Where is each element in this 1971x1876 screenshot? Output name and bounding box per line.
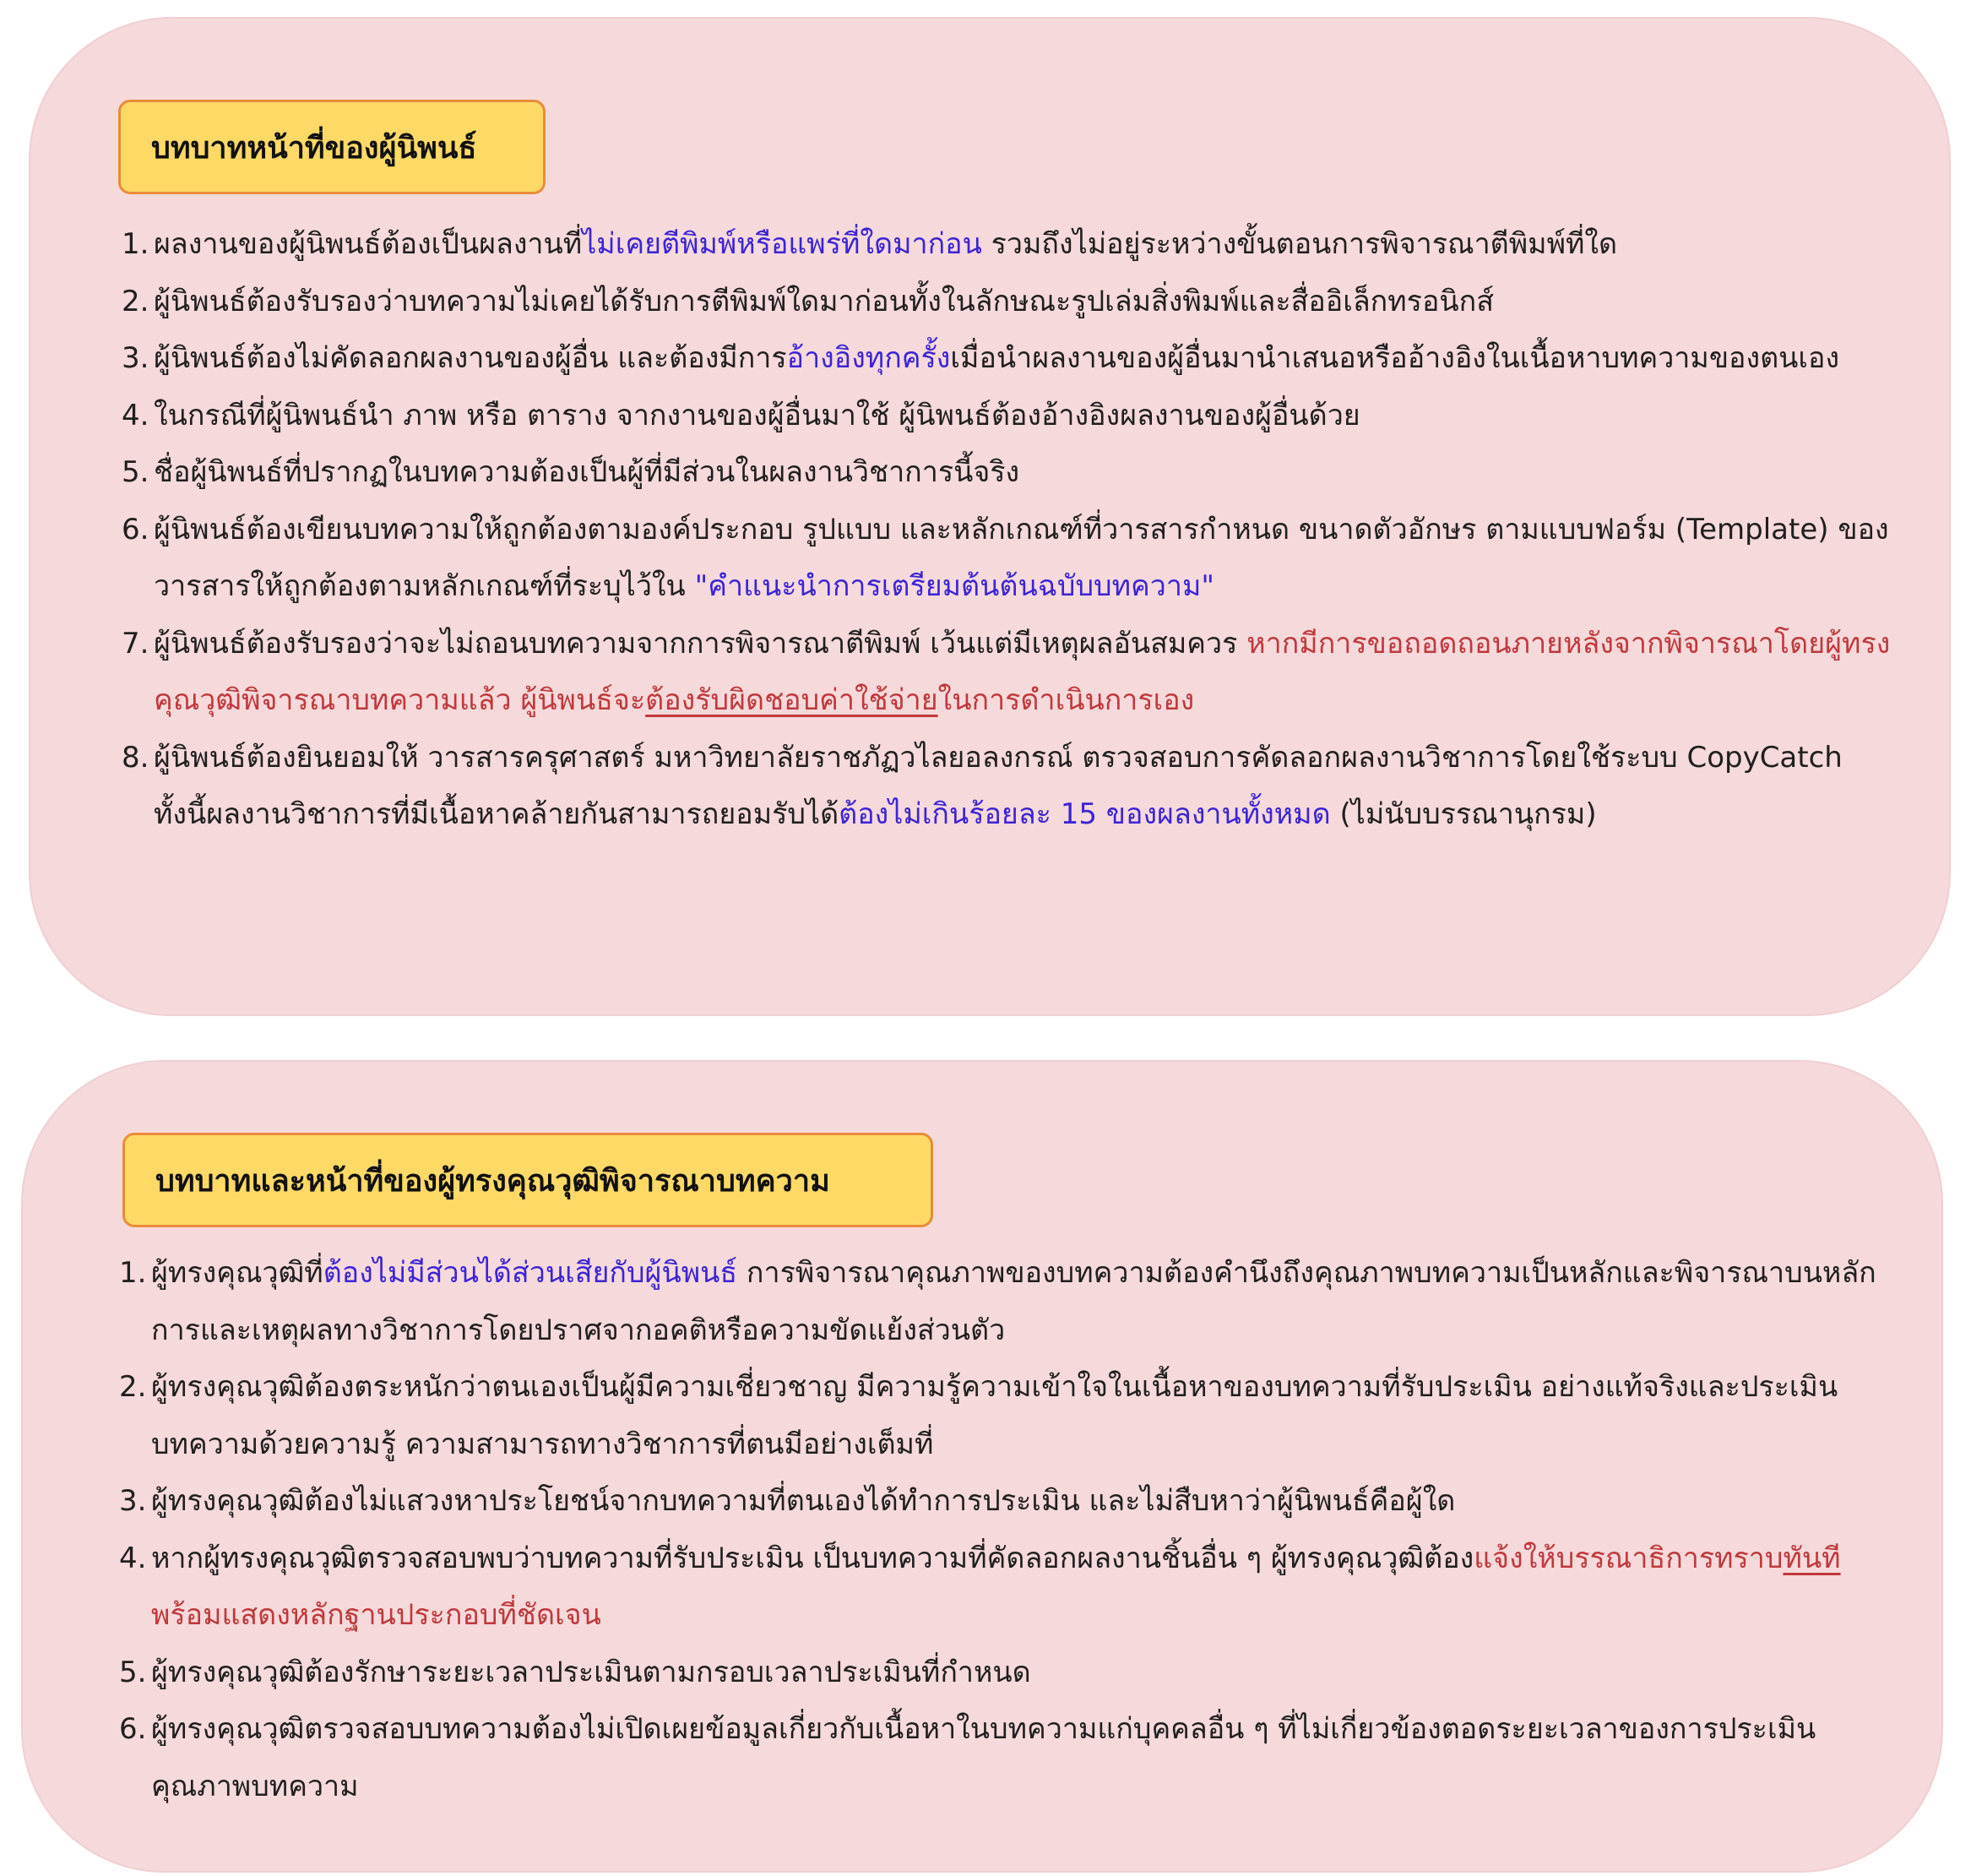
reviewer-duties-title: บทบาทและหน้าที่ของผู้ทรงคุณวุฒิพิจารณาบทความ <box>122 1133 933 1227</box>
item-text: การพิจารณาคุณภาพของบทความต้องคำนึงถึงคุณภาพบทความเป็นหลักและพิจารณาบนหลักการและเหตุผลทางวิชาการโดยปราศจากอคติหรือความขัดแย้งส่วนตัว <box>151 1256 1876 1347</box>
list-item <box>119 1473 1909 1531</box>
item-number: 2. <box>122 284 149 318</box>
list-item <box>122 502 1903 616</box>
item-text: หากผู้ทรงคุณวุฒิตรวจสอบพบว่าบทความที่รับประเมิน เป็นบทความที่คัดลอกผลงานชิ้นอื่น ๆ ผู้ทรงคุณวุฒิต้อง <box>151 1541 1474 1575</box>
list-item <box>122 274 1903 331</box>
warning-text: พร้อมแสดงหลักฐานประกอบที่ชัดเจน <box>151 1598 601 1632</box>
item-text: ผู้นิพนธ์ต้องไม่คัดลอกผลงานของผู้อื่น และต้องมีการ <box>154 341 787 375</box>
author-duties-list <box>122 216 1903 844</box>
item-text: ผู้นิพนธ์ต้องรับรองว่าบทความไม่เคยได้รับการตีพิมพ์ใดมาก่อนทั้งในลักษณะรูปเล่มสิ่งพิมพ์และสื่ออิเล็กทรอนิกส์ <box>154 284 1494 318</box>
reviewer-duties-card <box>21 1060 1943 1873</box>
item-text: ผู้ทรงคุณวุฒิต้องตระหนักว่าตนเองเป็นผู้มีความเชี่ยวชาญ มีความรู้ความเข้าใจในเนื้อหาของบทความที่รับประเมิน อย่างแท้จริงและประเมินบทความด้วยความรู้ ความสามารถทางวิชาการที่ตนมีอย่างเต็มที่ <box>151 1370 1838 1461</box>
item-text: ผู้ทรงคุณวุฒิต้องรักษาระยะเวลาประเมินตามกรอบเวลาประเมินที่กำหนด <box>151 1655 1031 1689</box>
item-text: (ไม่นับบรรณานุกรม) <box>1330 797 1597 831</box>
item-number: 2. <box>119 1370 147 1404</box>
warning-underlined-text: ทันที <box>1783 1541 1841 1575</box>
guideline-link[interactable]: "คำแนะนำการเตรียมต้นต้นฉบับบทความ" <box>694 569 1214 603</box>
list-item <box>119 1645 1909 1702</box>
author-duties-title: บทบาทหน้าที่ของผู้นิพนธ์ <box>118 100 546 194</box>
warning-text: หากมีการขอถอดถอนภายหลังจากพิจารณาโดยผู้ทรงคุณวุฒิพิจารณาบทความแล้ว ผู้นิพนธ์จะ <box>154 626 1891 717</box>
list-item <box>122 216 1903 274</box>
item-number: 8. <box>122 740 149 775</box>
highlight-text: ต้องไม่มีส่วนได้ส่วนเสียกับผู้นิพนธ์ <box>323 1256 738 1290</box>
item-text: ผู้ทรงคุณวุฒิที่ <box>151 1256 323 1290</box>
item-number: 7. <box>122 626 149 661</box>
item-text: ผู้นิพนธ์ต้องยินยอมให้ วารสารครุศาสตร์ มหาวิทยาลัยราชภัฏวไลยอลงกรณ์ ตรวจสอบการคัดลอกผลงานวิชาการโดยใช้ระบบ CopyCatch ทั้งนี้ผลงานวิชาการที่มีเนื้อหาคล้ายกันสามารถยอมรับได้ <box>154 740 1843 831</box>
item-text: เมื่อนำผลงานของผู้อื่นมานำเสนอหรืออ้างอิงในเนื้อหาบทความของตนเอง <box>950 341 1840 375</box>
item-text: ชื่อผู้นิพนธ์ที่ปรากฏในบทความต้องเป็นผู้ที่มีส่วนในผลงานวิชาการนี้จริง <box>154 455 1020 489</box>
warning-text: ในการดำเนินการเอง <box>937 683 1195 717</box>
highlight-text: ต้องไม่เกินร้อยละ 15 ของผลงานทั้งหมด <box>839 797 1331 831</box>
list-item <box>119 1701 1909 1815</box>
list-item <box>122 730 1903 844</box>
item-text: รวมถึงไม่อยู่ระหว่างขั้นตอนการพิจารณาตีพิมพ์ที่ใด <box>981 227 1618 261</box>
list-item <box>122 616 1903 730</box>
warning-text: แจ้งให้บรรณาธิการทราบ <box>1474 1541 1784 1575</box>
highlight-text: อ้างอิงทุกครั้ง <box>786 341 951 375</box>
item-number: 5. <box>122 455 149 489</box>
item-number: 1. <box>122 227 149 261</box>
item-text: ผู้ทรงคุณวุฒิตรวจสอบบทความต้องไม่เปิดเผยข้อมูลเกี่ยวกับเนื้อหาในบทความแก่บุคคลอื่น ๆ ที่ไม่เกี่ยวข้องตอดระยะเวลาของการประเมินคุณภาพบทความ <box>151 1712 1816 1803</box>
list-item <box>119 1359 1909 1473</box>
item-number: 4. <box>122 398 149 432</box>
item-number: 4. <box>119 1541 147 1575</box>
highlight-text: ไม่เคยตีพิมพ์หรือแพร่ที่ใดมาก่อน <box>582 227 982 261</box>
item-text: ผู้นิพนธ์ต้องรับรองว่าจะไม่ถอนบทความจากการพิจารณาตีพิมพ์ เว้นแต่มีเหตุผลอันสมควร <box>154 626 1247 661</box>
item-number: 3. <box>119 1484 147 1518</box>
list-item <box>119 1531 1909 1645</box>
item-text: ผู้นิพนธ์ต้องเขียนบทความให้ถูกต้องตามองค์ประกอบ รูปแบบ และหลักเกณฑ์ที่วารสารกำหนด ขนาดตัวอักษร ตามแบบฟอร์ม (Template) ของวารสารให้ถูกต้องตามหลักเกณฑ์ที่ระบุไว้ใน <box>154 512 1889 603</box>
item-number: 5. <box>119 1655 147 1689</box>
item-text: ในกรณีที่ผู้นิพนธ์นำ ภาพ หรือ ตาราง จากงานของผู้อื่นมาใช้ ผู้นิพนธ์ต้องอ้างอิงผลงานของผู้อื่นด้วย <box>154 398 1360 432</box>
item-text: ผู้ทรงคุณวุฒิต้องไม่แสวงหาประโยชน์จากบทความที่ตนเองได้ทำการประเมิน และไม่สืบหาว่าผู้นิพนธ์คือผู้ใด <box>151 1484 1456 1518</box>
warning-underlined-text: ต้องรับผิดชอบค่าใช้จ่าย <box>645 683 938 717</box>
list-item <box>122 388 1903 445</box>
item-number: 6. <box>119 1712 147 1746</box>
author-duties-card <box>29 17 1951 1016</box>
item-number: 1. <box>119 1256 147 1290</box>
reviewer-duties-list <box>119 1245 1909 1815</box>
item-text: ผลงานของผู้นิพนธ์ต้องเป็นผลงานที่ <box>154 227 583 261</box>
list-item <box>119 1245 1909 1359</box>
list-item <box>122 444 1903 502</box>
list-item <box>122 330 1903 388</box>
item-number: 6. <box>122 512 149 546</box>
item-number: 3. <box>122 341 149 375</box>
